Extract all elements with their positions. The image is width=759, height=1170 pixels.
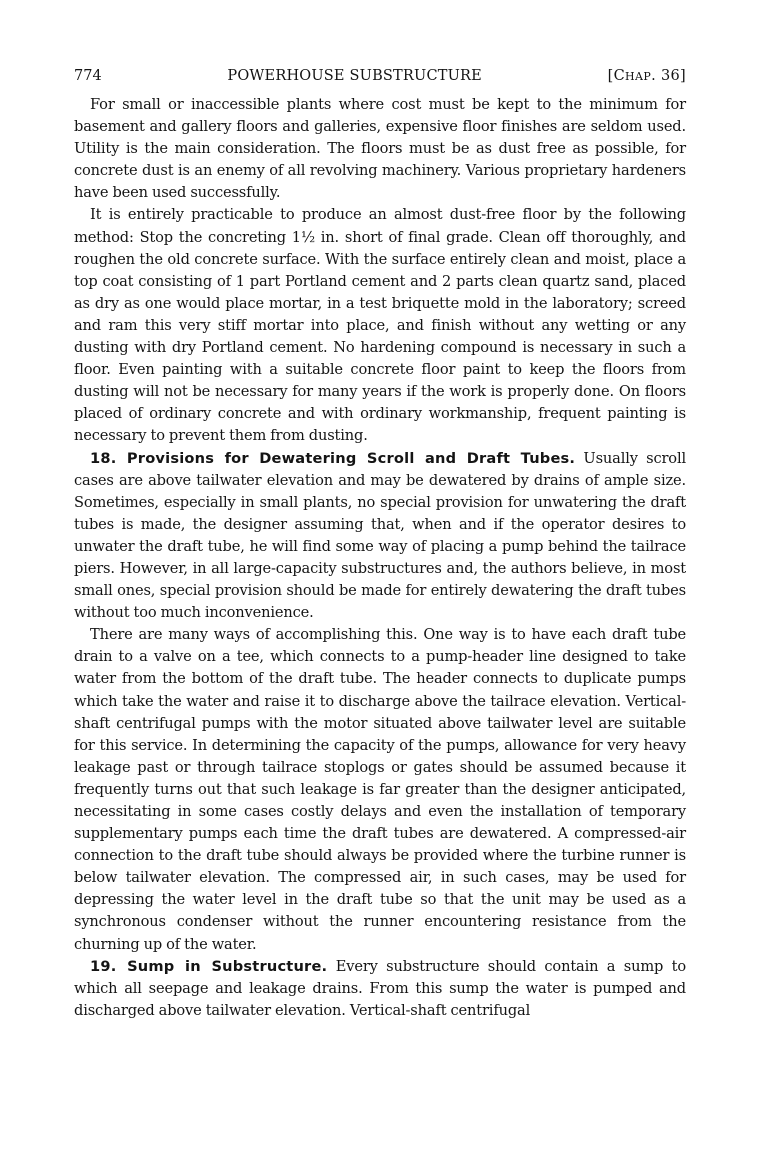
paragraph-dewatering: [74, 448, 686, 625]
section-heading-19: 19. Sump in Substructure.: [90, 957, 328, 975]
chapter-smallcaps: HAP: [625, 70, 652, 83]
running-title: POWERHOUSE SUBSTRUCTURE: [227, 68, 482, 84]
chapter-open: [C: [607, 68, 626, 84]
running-header: [74, 66, 686, 94]
paragraph-dewatering-body: Usually scroll cases are above tailwater elevation and may be dewatered by drains of ample size. Sometimes, especially in small plants, no special provision for unwatering the draft tubes is made, the designer assuming that, when and if the operator desires to unwater the draft tube, he will find some way of placing a pump behind the tailrace piers. However, in all large-capacity substructures and, the authors believe, in most small ones, special provision should be made for entirely dewatering the draft tubes without too much inconvenience.: [74, 449, 686, 622]
section-heading-18: 18. Provisions for Dewatering Scroll and Draft Tubes.: [90, 449, 576, 467]
paragraph-draft-tube-drain: There are many ways of accomplishing this. One way is to have each draft tube drain to a valve on a tee, which connects to a pump-header line designed to take water from the bottom of the draft tube. The header connects to duplicate pumps which take the water and raise it to discharge above the tailrace elevation. Vertical-shaft centrifugal pumps with the motor situated above tailwater level are suitable for this service. In determining the capacity of the pumps, allowance for very heavy leakage past or through tailrace stoplogs or gates should be assumed because it frequently turns out that such leakage is far greater than the designer anticipated, necessitating in some cases costly delays and even the installation of temporary supplementary pumps each time the draft tubes are dewatered. A compressed-air connection to the draft tube should always be provided where the turbine runner is below tailwater elevation. The compressed air, in such cases, may be used for depressing the water level in the draft tube so that the unit may be used as a synchronous condenser without the runner encountering resistance from the churning up of the water.: [74, 626, 686, 953]
chapter-reference: [608, 66, 686, 87]
chapter-close: . 36]: [651, 68, 686, 84]
paragraph-sump-body: Every substructure should contain a sump to which all seepage and leakage drains. From this sump the water is pumped and discharged above tailwater elevation. Vertical-shaft centrifugal: [74, 957, 686, 1019]
paragraph-floor-finishes: For small or inaccessible plants where cost must be kept to the minimum for basement and gallery floors and galleries, expensive floor finishes are seldom used. Utility is the main consideration. The floors must be as dust free as possible, for concrete dust is an enemy of all revolving machinery. Various proprietary hardeners have been used successfully.: [74, 96, 686, 202]
paragraph-sump: [74, 956, 686, 1022]
paragraph-dust-free-floor: It is entirely practicable to produce an almost dust-free floor by the following method: Stop the concreting 1½ in. short of final grade. Clean off thoroughly, and roughen the old concrete surface. With the surface entirely clean and moist, place a top coat consisting of 1 part Portland cement and 2 parts clean quartz sand, placed as dry as one would place mortar, in a test briquette mold in the laboratory; screed and ram this very stiff mortar into place, and finish without any wetting or any dusting with dry Portland cement. No hardening compound is necessary in such a floor. Even painting with a suitable concrete floor paint to keep the floors from dusting will not be necessary for many years if the work is properly done. On floors placed of ordinary concrete and with ordinary workmanship, frequent painting is necessary to prevent them from dusting.: [74, 206, 686, 445]
page-number: 774: [74, 68, 102, 84]
book-page: [74, 66, 686, 1022]
